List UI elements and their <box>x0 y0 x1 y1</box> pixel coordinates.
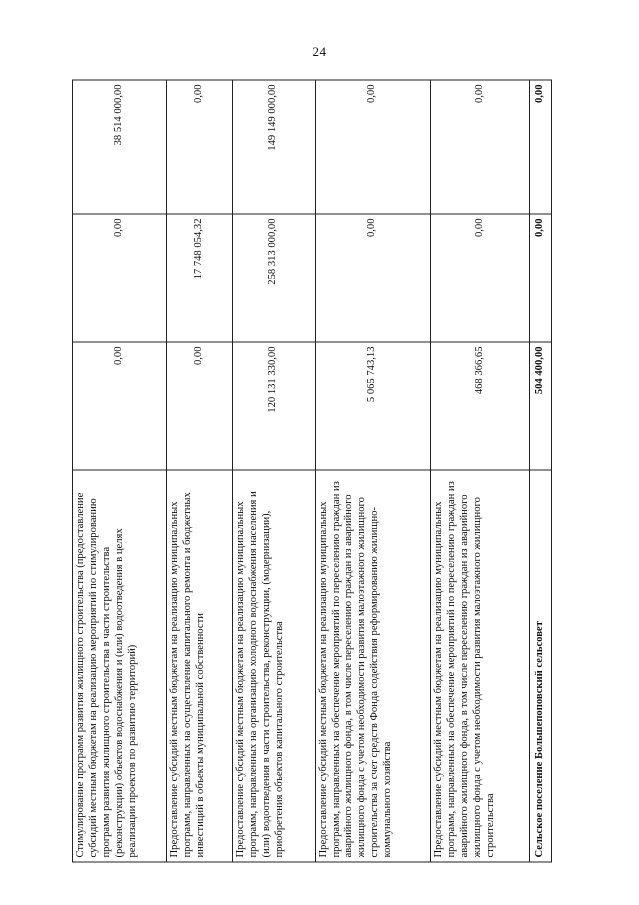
value-cell-1: 0,00 <box>166 342 232 470</box>
table-row <box>315 80 431 862</box>
total-name-cell: Сельское поселение Большепоповский сельсовет <box>530 470 552 862</box>
value-cell-3: 0,00 <box>431 80 530 214</box>
row-name-cell: Предоставление субсидий местным бюджетам на реализацию муниципальных программ, направленных на обеспечение мероприятий по переселению граждан из аварийного жилищного фонда, в том числе переселению граждан из аварийного жилищного фонда с учетом необходимости развития малоэтажного жилищного строительства за счет средств Фонда содействия реформированию жилищно-коммунального хозяйства <box>315 470 431 862</box>
value-cell-1: 0,00 <box>73 342 167 470</box>
value-cell-3: 0,00 <box>315 80 431 214</box>
value-cell-1: 120 131 330,00 <box>233 342 316 470</box>
table-row <box>166 80 232 862</box>
table-row <box>233 80 316 862</box>
value-cell-2: 0,00 <box>73 214 167 342</box>
budget-table <box>72 80 552 863</box>
value-cell-3: 38 514 000,00 <box>73 80 167 214</box>
table-row <box>431 80 530 862</box>
rotated-table-container <box>72 80 552 862</box>
total-value-cell-3: 0,00 <box>530 80 552 214</box>
total-value-cell-2: 0,00 <box>530 214 552 342</box>
value-cell-3: 0,00 <box>166 80 232 214</box>
row-name-cell: Предоставление субсидий местным бюджетам на реализацию муниципальных программ, направленных на осуществление капитального ремонта и бюджетных инвестиций в объекты муниципальной собственности <box>166 470 232 862</box>
row-name-cell: Стимулирование программ развития жилищного строительства (предоставление субсидий местным бюджетам на реализацию мероприятий по стимулированию программ развития жилищного строительства в части строительства (реконструкции) объектов водоснабжения и (или) водоотведения в целях реализации проектов по развитию территорий) <box>73 470 167 862</box>
page-number: 24 <box>312 44 327 59</box>
value-cell-2: 17 748 054,32 <box>166 214 232 342</box>
value-cell-1: 5 065 743,13 <box>315 342 431 470</box>
value-cell-3: 149 149 000,00 <box>233 80 316 214</box>
value-cell-2: 258 313 000,00 <box>233 214 316 342</box>
table-row <box>73 80 167 862</box>
value-cell-2: 0,00 <box>431 214 530 342</box>
value-cell-1: 468 366,65 <box>431 342 530 470</box>
total-row <box>530 80 552 862</box>
total-value-cell-1: 504 400,00 <box>530 342 552 470</box>
row-name-cell: Предоставление субсидий местным бюджетам на реализацию муниципальных программ, направленных на организацию холодного водоснабжения населения и (или) водоотведения в части строительства, реконструкции, (модернизации), приобретения объектов капитального строительства <box>233 470 316 862</box>
value-cell-2: 0,00 <box>315 214 431 342</box>
row-name-cell: Предоставление субсидий местным бюджетам на реализацию муниципальных программ, направленных на обеспечение мероприятий по переселению граждан из аварийного жилищного фонда, в том числе переселению граждан из аварийного жилищного фонда с учетом необходимости развития малоэтажного жилищного строительства <box>431 470 530 862</box>
